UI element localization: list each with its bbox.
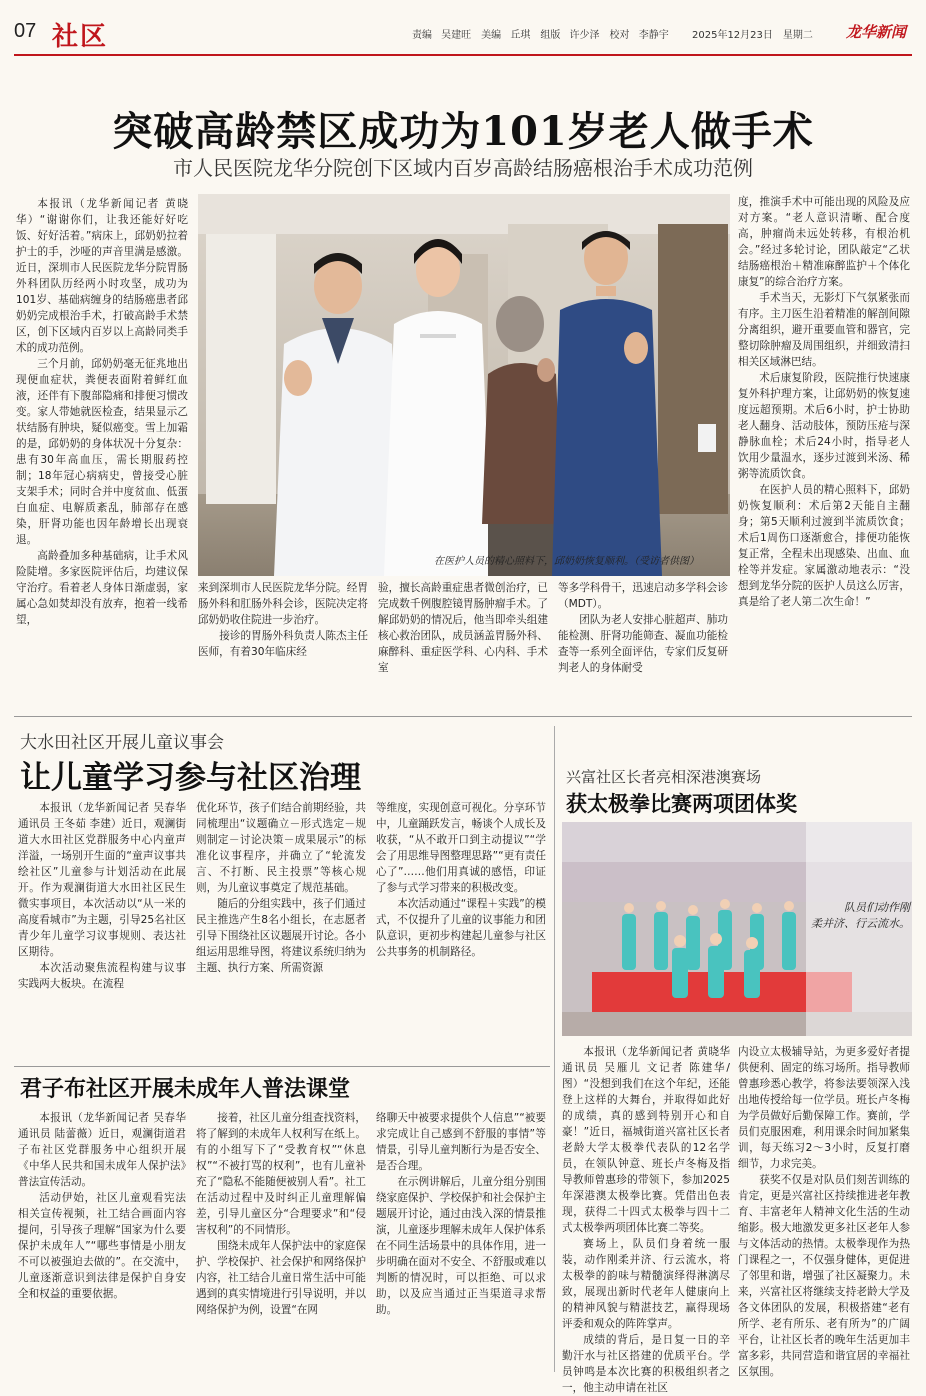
main-article-column-3: 验，擅长高龄重症患者微创治疗，已完成数千例腹腔镜胃肠肿瘤手术。了解邱奶奶的情况后，他当即牵头组建核心救治团队，成员涵盖胃肠外科、麻醉科、重症医学科、心内科、手术室: [378, 582, 548, 674]
page-number: 07: [14, 20, 37, 42]
children-article-column-3: 等维度，实现创意可视化。分享环节中，儿童踊跃发言，畅谈个人成长及收获，“从不敢开口到主动提议”“学会了用思维导图整理思路”“更有责任心了”……他们用真诚的感悟，印证了参与式学习带来的积极改变。 本次活动通过“课程＋实践”的模式，不仅提升了儿童的议事能力和团队意识，更初步构建起儿童参与社区公共事务的机制路径。: [376, 802, 546, 958]
column-divider: [554, 726, 555, 1372]
children-article-column-2: 优化环节，孩子们结合前期经验，共同梳理出“议题确立－形式选定－规则制定－讨论决策－成果展示”的标准化议事程序，并确立了“轮流发言、不打断、民主投票”等核心规则，为儿童议事奠定了规范基础。 随后的分组实践中，孩子们通过民主推选产生8名小组长，在志愿者引导下围绕社区议题展开讨论。各小组运用思维导图，将建议系统归纳为主题、执行方案、所需资源: [196, 802, 366, 974]
children-kicker: 大水田社区开展儿童议事会: [20, 733, 224, 753]
issue-date: 2025年12月23日 星期二: [692, 30, 813, 41]
hospital-photo-caption: 在医护人员的精心照料下，邱奶奶恢复顺利。（受访者供图）: [434, 556, 699, 567]
law-article-column-2: 接着，社区儿童分组查找资料，将了解到的未成年人权利写在纸上。有的小组写下了“受教育权”“休息权”“不被打骂的权利”，也有儿童补充了“隐私不能随便被别人看”。社工在活动过程中及时纠正儿童理解偏差，引导儿童区分“合理要求”和“侵害权利”的不同情形。 围绕未成年人保护法中的家庭保护、学校保护、社会保护和网络保护内容，社工结合儿童日常生活中可能遇到的真实情境进行引导说明，并以网络保护为例，设置“在网: [196, 1112, 366, 1316]
children-article-column-1: 本报讯（龙华新闻记者 吴春华 通讯员 王冬茹 李建）近日，观澜街道大水田社区党群服务中心内童声洋溢，一场别开生面的“童声议事共绘社区”儿童参与计划活动在此展开。作为观澜街道大水田社区民生微实事项目，本次活动以“从一米的高度看城市”为主题，引导25名社区青少年儿童学习议事规则、表达社区期待。 本次活动聚焦流程构建与议事实践两大板块。在流程: [18, 802, 186, 990]
main-article-column-4: 等多学科骨干，迅速启动多学科会诊（MDT）。 团队为老人安排心脏超声、肺功能检测、肝肾功能筛查、凝血功能检查等一系列全面评估，专家们反复研判老人的身体耐受: [558, 582, 728, 674]
taichi-kicker: 兴富社区长者亮相深港澳赛场: [566, 768, 762, 786]
children-headline: 让儿童学习参与社区治理: [20, 760, 361, 796]
main-article-column-2: 来到深圳市人民医院龙华分院。经胃肠外科和肛肠外科会诊，医院决定将邱奶奶收住院进一步治疗。 接诊的胃肠外科负责人陈杰主任医师，有着30年临床经: [198, 582, 368, 658]
taichi-photo-caption: 队员们动作刚 柔并济、行云流水。: [811, 901, 910, 930]
section-title: 社区: [52, 22, 109, 52]
section-divider-2: [14, 1066, 550, 1067]
header-rule: [14, 54, 912, 56]
editor-credits: 责编 吴建旺 美编 丘琪 组版 许少泽 校对 李静宇: [412, 30, 669, 41]
main-article-column-5: 度，推演手术中可能出现的风险及应对方案。“老人意识清晰、配合度高，肿瘤尚未远处转移，有根治机会。”经过多轮讨论，团队敲定“乙状结肠癌根治＋精准麻醉监护＋个体化康复”的综合治疗方案。 手术当天，无影灯下气氛紧张而有序。主刀医生沿着精准的解剖间隙分离组织，避开重要血管和器官，完整切除肿瘤及周围组织，并细致清扫相关区域淋巴结。 术后康复阶段，医院推行快速康复外科护理方案，让邱奶奶的恢复速度远超预期。术后6小时，护士协助老人翻身、活动肢体，预防压疮与深静脉血栓；术后24小时，指导老人饮用少量温水，逐步过渡到米汤、稀粥等流质饮食。 在医护人员的精心照料下，邱奶奶恢复顺利：术后第2天能自主翻身；第5天顺利过渡到半流质饮食；术后1周伤口逐渐愈合，排便功能恢复正常，全程未出现感染、出血、血栓等并发症。家属激动地表示：“没想到龙华分院的医护人员这么厉害，真是给了老人第二次生命！”: [738, 196, 910, 608]
main-article-column-1: 本报讯（龙华新闻记者 黄晓华）“谢谢你们，让我还能好好吃饭、好好活着。”病床上，邱奶奶拉着护士的手，沙哑的声音里满是感激。近日，深圳市人民医院龙华分院胃肠外科团队历经两小时攻坚，成功为101岁、基础病缠身的结肠癌患者邱奶奶完成根治手术，打破高龄手术禁区，创下区域内百岁以上高龄同类手术的成功范例。 三个月前，邱奶奶毫无征兆地出现便血症状，粪便表面附着鲜红血液，还伴有下腹部隐痛和排便习惯改变。家人带她就医检查，结果显示乙状结肠有肿块，疑似癌变。雪上加霜的是，邱奶奶的身体状况十分复杂：患有30年高血压，需长期服药控制；18年冠心病病史，曾接受心脏支架手术；同时合并中度贫血、低蛋白血症、电解质紊乱，肺部存在感染，肝肾功能也因年龄增长出现衰退。 高龄叠加多种基础病，让手术风险陡增。多家医院评估后，均建议保守治疗。看着老人身体日渐虚弱，家属心急如焚却没有放弃，抱着一线希望，: [16, 198, 188, 626]
law-article-column-3: 络聊天中被要求提供个人信息”“被要求完成让自己感到不舒服的事情”等情景，引导儿童判断行为是否安全、是否合理。 在示例讲解后，儿童分组分别围绕家庭保护、学校保护和社会保护主题展开讨论，通过由浅入深的情景推演，儿童逐步理解未成年人保护体系在不同生活场景中的具体作用，进一步明确在面对不安全、不舒服或难以判断的情况时，可以拒绝、可以求助，以及应当通过正当渠道寻求帮助。: [376, 1112, 546, 1316]
taichi-article-column-1: 本报讯（龙华新闻记者 黄晓华 通讯员 吴雁儿 文记者 陈建华/图）“没想到我们在这个年纪，还能登上这样的大舞台，并取得如此好的成绩，真的感到特别开心和自豪！”近日，福城街道兴富社区长者老龄大学太极拳代表队的12名学员，在领队钟意、班长卢冬梅及指导教师曾惠珍的带领下，参加2025年深港澳太极拳比赛。凭借出色表现，获得二十四式太极拳与四十二式太极拳两项团体比赛二等奖。 赛场上，队员们身着统一服装，动作刚柔并济、行云流水，将太极拳的韵味与精髓演绎得淋漓尽致，展现出新时代老年人健康向上的精神风貌与精湛技艺，赢得现场评委和观众的阵阵掌声。 成绩的背后，是日复一日的辛勤汗水与社区搭建的优质平台。学员钟鸣是本次比赛的积极组织者之一，他主动申请在社区: [562, 1046, 730, 1394]
main-headline: 突破高龄禁区成功为101岁老人做手术: [112, 108, 814, 155]
section-divider: [14, 716, 912, 717]
main-subheadline: 市人民医院龙华分院创下区域内百岁高龄结肠癌根治手术成功范例: [173, 156, 753, 180]
law-headline: 君子布社区开展未成年人普法课堂: [20, 1076, 351, 1102]
taichi-article-column-2: 内设立太极辅导站，为更多爱好者提供便利、固定的练习场所。指导教师曾惠珍悉心教学，将参法要领深入浅出地传授给每一位学员。班长卢冬梅为学员做好后勤保障工作。赛前，学员们克服困难，利用课余时间加紧集训，每天练习2～3小时，反复打磨细节，力求完美。 获奖不仅是对队员们刻苦训练的肯定，更是兴富社区持续推进老年教育、丰富老年人精神文化生活的生动缩影。极大地激发更多社区老年人参与文体活动的热情。太极拳现作为热门课程之一，不仅强身健体，更促进了邻里和谐，增强了社区凝聚力。未来，兴富社区将继续支持老龄大学及各文体团队的发展，积极搭建“老有所学、老有所乐、老有所为”的广阔平台，让社区长者的晚年生活更加丰富多彩，共同营造和谐宜居的幸福社区氛围。: [738, 1046, 910, 1378]
law-article-column-1: 本报讯（龙华新闻记者 吴春华 通讯员 陆蕾薇）近日，观澜街道君子布社区党群服务中心组织开展《中华人民共和国未成年人保护法》普法宣传活动。 活动伊始，社区儿童观看宪法相关宣传视频，社工结合画面内容提问，引导孩子理解“国家为什么要保护未成年人”“哪些事情是小朋友不可以被强迫去做的”。在交流中，儿童逐渐意识到法律是保护自身安全和权益的重要依据。: [18, 1112, 186, 1300]
newspaper-logo: 龙华新闻: [846, 23, 907, 41]
taichi-headline: 获太极拳比赛两项团体奖: [566, 791, 797, 816]
hospital-photo: [198, 194, 730, 576]
